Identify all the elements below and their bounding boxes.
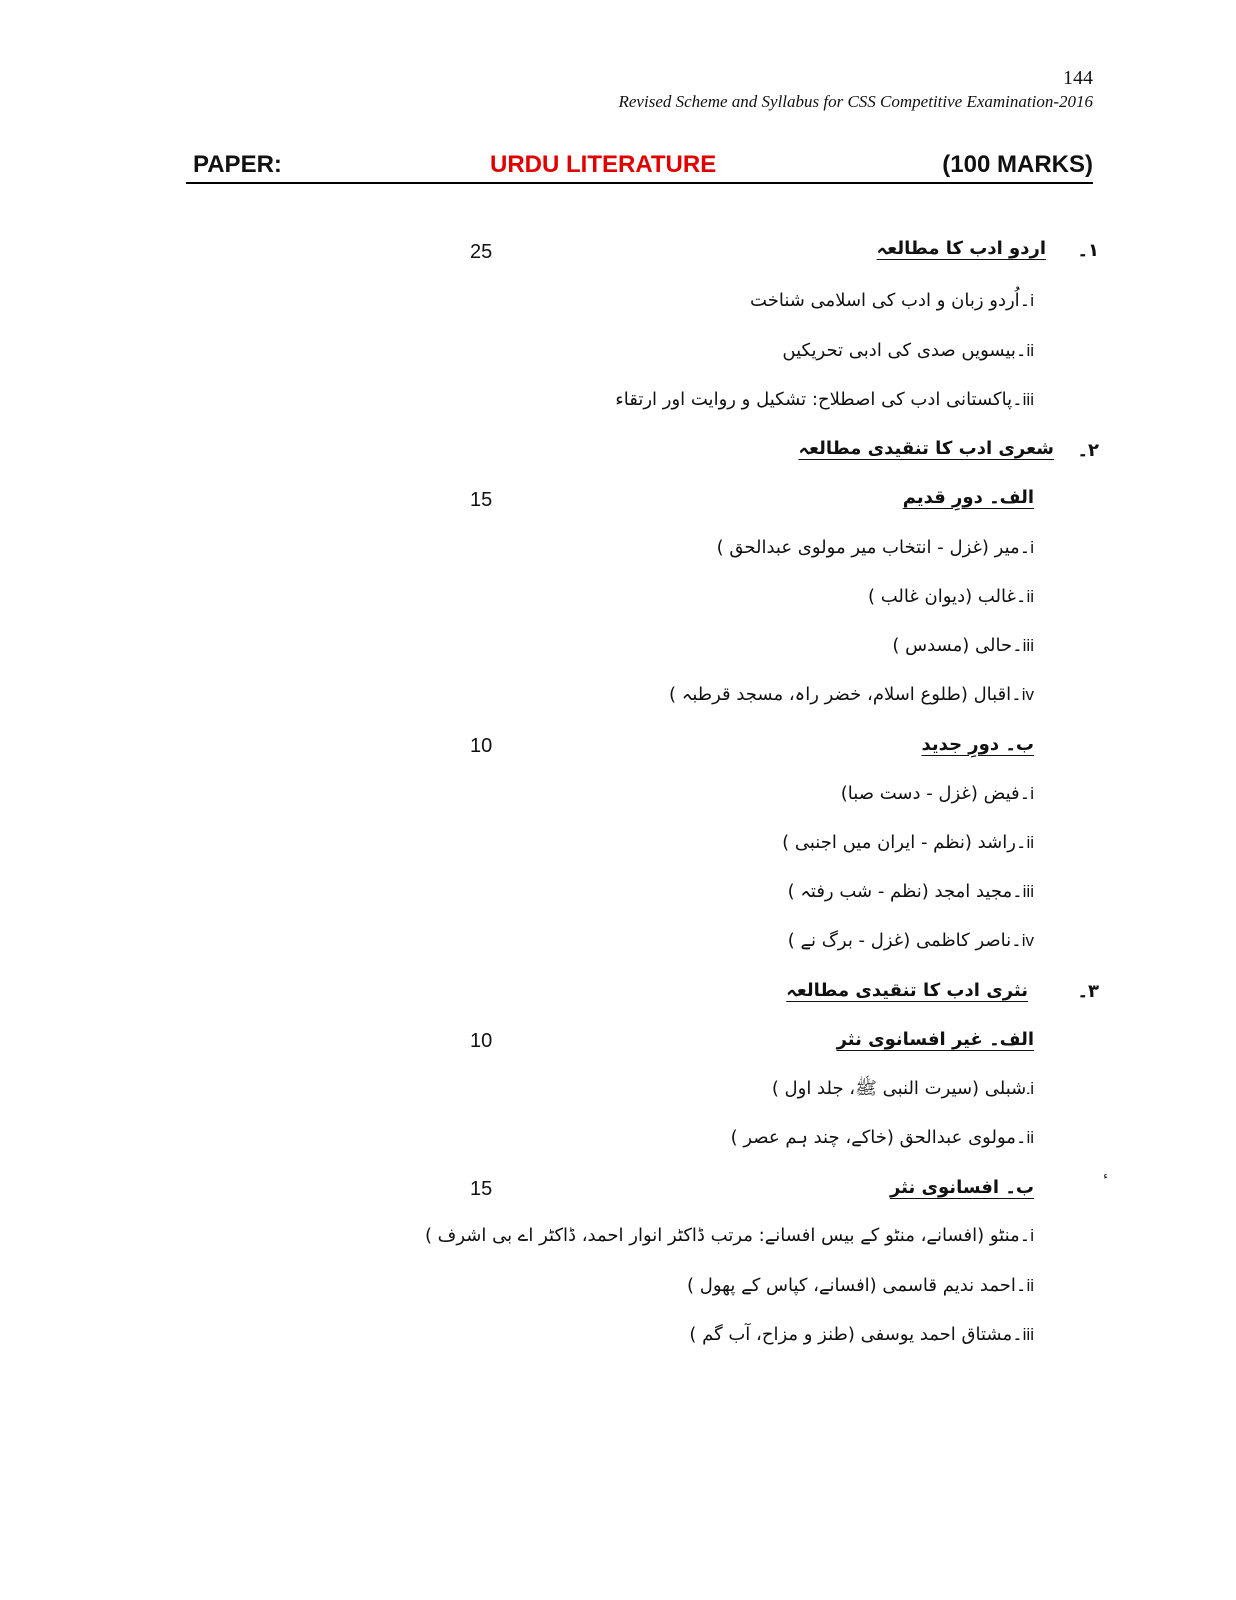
document-subtitle: Revised Scheme and Syllabus for CSS Competitive Examination-2016 [618, 92, 1093, 111]
stray-mark: ء [1103, 1171, 1108, 1182]
item-text: ۔مشتاق احمد یوسفی (طنز و مزاح، آب گم ) [689, 1324, 1023, 1345]
subsection-2a-marks: 15 [470, 489, 493, 511]
item-text: ۔راشد (نظم - ایران میں اجنبی ) [782, 832, 1027, 853]
item-roman: iv [1021, 685, 1034, 704]
list-item [731, 1127, 1034, 1148]
list-item [772, 1077, 1034, 1103]
section-2-numeral: ۲۔ [1077, 440, 1099, 461]
item-roman: ii [1026, 587, 1034, 606]
section-3-heading: نثری ادب کا تنقیدی مطالعہ [786, 980, 1028, 1001]
paper-label: PAPER: [193, 151, 282, 178]
list-item [687, 1275, 1034, 1296]
subsection-3a-heading: الف۔ غیر افسانوی نثر [836, 1029, 1034, 1050]
item-roman: ii [1026, 1276, 1034, 1295]
list-item [788, 930, 1034, 951]
item-roman: i [1030, 1079, 1034, 1098]
item-text: ۔میر (غزل - انتخاب میر مولوی عبدالحق ) [716, 537, 1031, 558]
subsection-3a-marks: 10 [470, 1030, 493, 1052]
item-roman: ii [1026, 341, 1034, 360]
subsection-2b-marks: 10 [470, 735, 493, 757]
item-text: ۔بیسویں صدی کی ادبی تحریکیں [782, 340, 1027, 361]
paper-subject: URDU LITERATURE [490, 151, 717, 178]
list-item [782, 340, 1034, 361]
section-1-numeral: ۱۔ [1077, 240, 1099, 261]
list-item [615, 389, 1034, 410]
item-text: ۔اقبال (طلوع اسلام، خضر راہ، مسجد قرطبہ ) [669, 684, 1022, 705]
section-1-marks: 25 [470, 241, 493, 263]
subsection-2b-heading: ب۔ دورِ جدید [921, 734, 1034, 755]
list-item [717, 537, 1034, 558]
subsection-3b-marks: 15 [470, 1178, 493, 1200]
item-text: ۔پاکستانی ادب کی اصطلاح: تشکیل و روایت اور ارتقاء [615, 389, 1023, 410]
item-roman: ii [1026, 1128, 1034, 1147]
item-roman: i [1030, 784, 1034, 803]
item-roman: i [1030, 538, 1034, 557]
item-roman: iii [1022, 390, 1034, 409]
item-text: ۔فیض (غزل - دست صبا) [840, 783, 1031, 804]
subsection-3b-heading: ب۔ افسانوی نثر [889, 1177, 1034, 1198]
section-3-numeral: ۳۔ [1077, 981, 1099, 1002]
item-roman: iii [1022, 882, 1034, 901]
item-text: ۔مولوی عبدالحق (خاکے، چند ہم عصر ) [730, 1127, 1027, 1148]
subsection-2a-heading: الف۔ دورِ قدیم [902, 487, 1034, 508]
item-text: ۔منٹو (افسانے، منٹو کے بیس افسانے: مرتب ڈاکٹر انوار احمد، ڈاکٹر اے بی اشرف ) [424, 1225, 1031, 1246]
section-2-heading: شعری ادب کا تنقیدی مطالعہ [798, 438, 1054, 459]
item-text: ۔غالب (دیوان غالب ) [868, 586, 1027, 607]
item-text: ۔ناصر کاظمی (غزل - برگ نے ) [787, 930, 1022, 951]
item-text: ۔احمد ندیم قاسمی (افسانے، کپاس کے پھول ) [687, 1275, 1027, 1296]
list-item [689, 1324, 1034, 1345]
item-roman: iv [1021, 931, 1034, 950]
list-item [750, 290, 1034, 311]
list-item [425, 1225, 1034, 1246]
list-item [782, 832, 1034, 853]
list-item [788, 881, 1034, 902]
item-roman: i [1030, 291, 1034, 310]
item-text: ۔حالی (مسدس ) [892, 635, 1023, 656]
list-item [892, 635, 1034, 656]
item-text: ۔مجید امجد (نظم - شب رفتہ ) [787, 881, 1023, 902]
paper-total-marks: (100 MARKS) [942, 151, 1093, 178]
section-1-heading: اردو ادب کا مطالعہ [876, 238, 1046, 259]
page-number: 144 [1063, 67, 1093, 89]
item-roman: iii [1022, 1325, 1034, 1344]
item-text: ۔اُردو زبان و ادب کی اسلامی شناخت [750, 290, 1031, 311]
item-roman: ii [1026, 833, 1034, 852]
item-text: ۔شبلی (سیرت النبی ﷺ، جلد اول ) [771, 1078, 1031, 1099]
list-item [868, 586, 1034, 607]
list-item [841, 783, 1034, 804]
list-item [669, 684, 1034, 705]
item-roman: iii [1022, 636, 1034, 655]
item-roman: i [1030, 1226, 1034, 1245]
